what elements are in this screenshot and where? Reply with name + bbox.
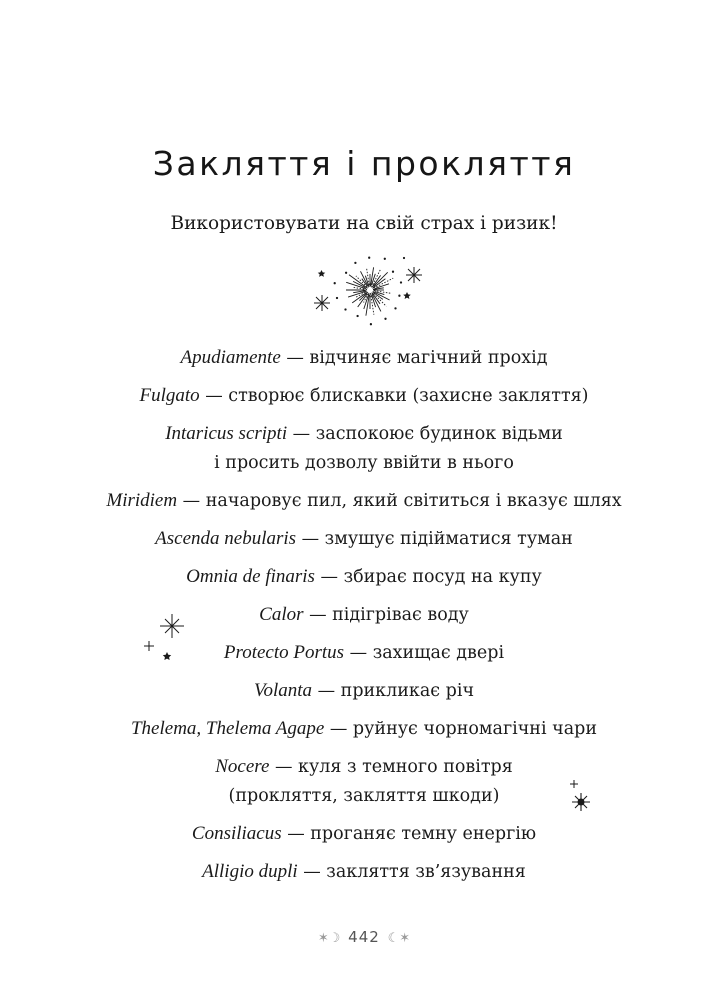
moon-star-icon: ☾✶ (387, 931, 411, 946)
spell-description: — захищає двері (344, 643, 505, 663)
list-item (0, 343, 728, 373)
sparkles-icon (563, 780, 593, 814)
list-item (0, 419, 728, 478)
moon-star-icon: ✶☽ (317, 931, 341, 946)
list-item (0, 600, 728, 630)
spell-description: — заспокоює будинок відьми (287, 424, 563, 444)
page-number: 442 (348, 928, 380, 946)
spell-description: — збирає посуд на купу (314, 567, 542, 587)
spell-name: Ascenda nebularis (155, 528, 297, 549)
list-item (0, 486, 728, 516)
list-item (0, 714, 728, 744)
spell-name: Calor (259, 604, 304, 625)
page-footer (0, 928, 728, 946)
spell-description: — куля з темного повітря (269, 757, 513, 777)
spell-description: — закляття зв’язування (297, 862, 526, 882)
spell-name: Volanta (253, 680, 313, 701)
list-item (0, 819, 728, 849)
page-subtitle: Використовувати на свій страх і ризик! (170, 213, 558, 234)
spell-description: — підігріває воду (303, 605, 469, 625)
spell-name: Consiliacus (191, 823, 282, 844)
spell-description: — начаровує пил, який світиться і вказує шлях (177, 491, 622, 511)
page-title: Закляття і прокляття (152, 144, 576, 183)
spell-name: Alligio dupli (202, 861, 298, 882)
spell-description: — відчиняє магічний прохід (280, 348, 548, 368)
spell-list (0, 343, 728, 895)
spell-description-continued: і просить дозволу ввійти в нього (214, 453, 514, 473)
list-item (0, 524, 728, 554)
spell-name: Nocere (215, 756, 270, 777)
spell-description-continued: (прокляття, закляття шкоди) (228, 786, 500, 806)
spell-name: Miridiem (106, 490, 178, 511)
list-item (0, 752, 728, 811)
spell-name: Apudiamente (180, 347, 281, 368)
spell-description: — створює блискавки (захисне закляття) (199, 386, 589, 406)
spell-description: — прикликає річ (312, 681, 475, 701)
spell-description: — змушує підійматися туман (296, 529, 573, 549)
spell-name: Intaricus scripti (165, 423, 288, 444)
spell-name: Thelema, Thelema Agape (130, 718, 325, 739)
spell-description: — руйнує чорномагічні чари (324, 719, 597, 739)
starburst-icon (308, 252, 428, 330)
spell-name: Omnia de finaris (186, 566, 315, 587)
list-item (0, 638, 728, 668)
list-item (0, 562, 728, 592)
list-item (0, 381, 728, 411)
sparkles-icon (140, 612, 190, 664)
list-item (0, 857, 728, 887)
spell-name: Fulgato (139, 385, 200, 406)
spell-name: Protecto Portus (223, 642, 345, 663)
spell-description: — проганяє темну енергію (281, 824, 537, 844)
list-item (0, 676, 728, 706)
